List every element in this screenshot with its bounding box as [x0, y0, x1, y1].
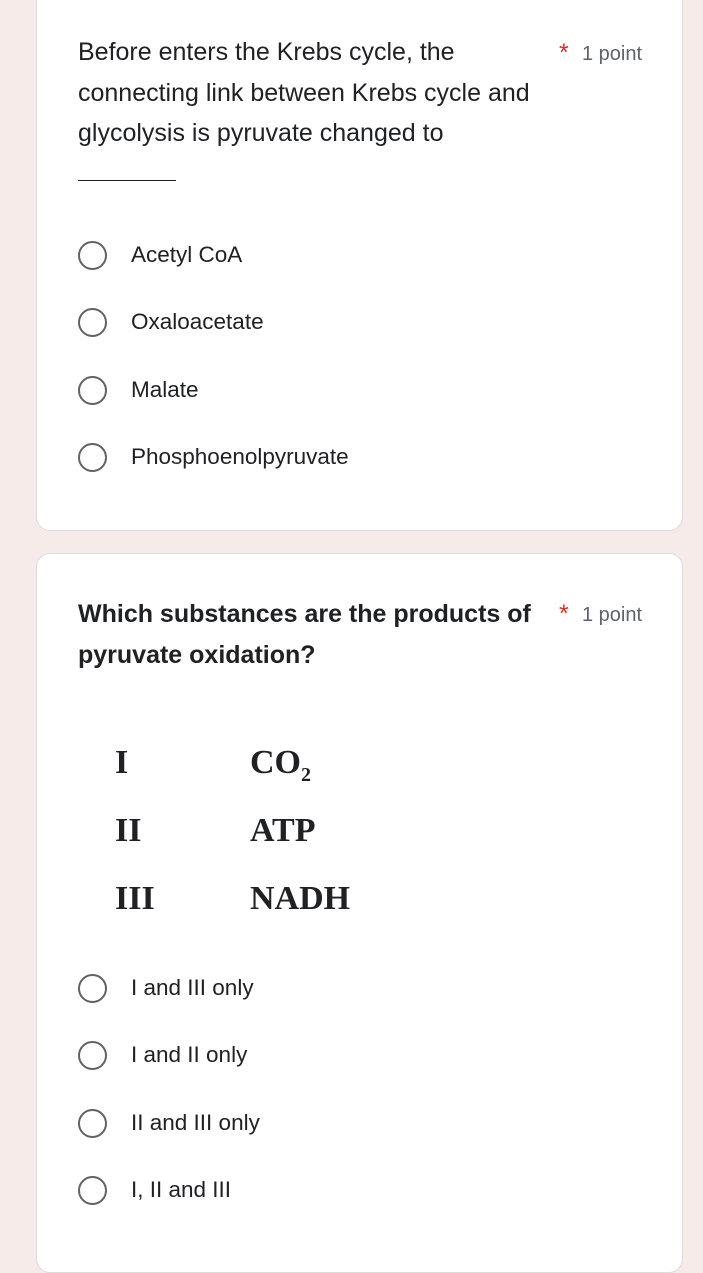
substance-name: NADH — [250, 880, 351, 917]
question-title: Before enters the Krebs cycle, the connecting link between Krebs cycle and glycolysis is pyruvate changed to — [78, 38, 530, 147]
subscript: 2 — [301, 764, 311, 786]
question-title: Which substances are the products of pyruvate oxidation? — [78, 600, 531, 669]
option-label: Malate — [131, 377, 199, 402]
question-card-1 — [36, 0, 683, 531]
roman-numeral: III — [115, 880, 155, 917]
option-acetyl-coa[interactable] — [78, 238, 242, 272]
option-oxaloacetate[interactable] — [78, 305, 264, 339]
points-label: 1 point — [582, 604, 643, 626]
substance-name: ATP — [250, 812, 316, 849]
option-label: Acetyl CoA — [131, 242, 243, 267]
option-label: II and III only — [131, 1110, 260, 1135]
required-asterisk: * — [559, 600, 569, 628]
radio-button[interactable] — [78, 308, 107, 337]
figure-row — [115, 880, 415, 948]
question-card-2 — [36, 553, 683, 1273]
substance-name: $CO_2$ — [250, 744, 311, 786]
figure-row — [115, 812, 415, 880]
option-i-and-ii-only[interactable] — [78, 1038, 247, 1072]
radio-button[interactable] — [78, 443, 107, 472]
points-label: 1 point — [582, 43, 643, 65]
substances-figure — [115, 744, 415, 948]
option-malate[interactable] — [78, 373, 199, 407]
option-label: I, II and III — [131, 1177, 232, 1202]
option-phosphoenolpyruvate[interactable] — [78, 440, 349, 474]
option-label: I and II only — [131, 1042, 248, 1067]
radio-button[interactable] — [78, 241, 107, 270]
option-label: Phosphoenolpyruvate — [131, 444, 349, 469]
roman-numeral: II — [115, 812, 142, 849]
radio-button[interactable] — [78, 1041, 107, 1070]
required-asterisk: * — [559, 39, 569, 67]
answer-blank-line — [78, 180, 176, 181]
roman-numeral: I — [115, 744, 129, 781]
option-i-and-iii-only[interactable] — [78, 971, 254, 1005]
option-ii-and-iii-only[interactable] — [78, 1106, 260, 1140]
option-i-ii-and-iii[interactable] — [78, 1173, 231, 1207]
option-label: I and III only — [131, 975, 254, 1000]
radio-button[interactable] — [78, 1176, 107, 1205]
figure-row — [115, 744, 415, 812]
radio-button[interactable] — [78, 376, 107, 405]
radio-button[interactable] — [78, 974, 107, 1003]
radio-button[interactable] — [78, 1109, 107, 1138]
option-label: Oxaloacetate — [131, 309, 264, 334]
